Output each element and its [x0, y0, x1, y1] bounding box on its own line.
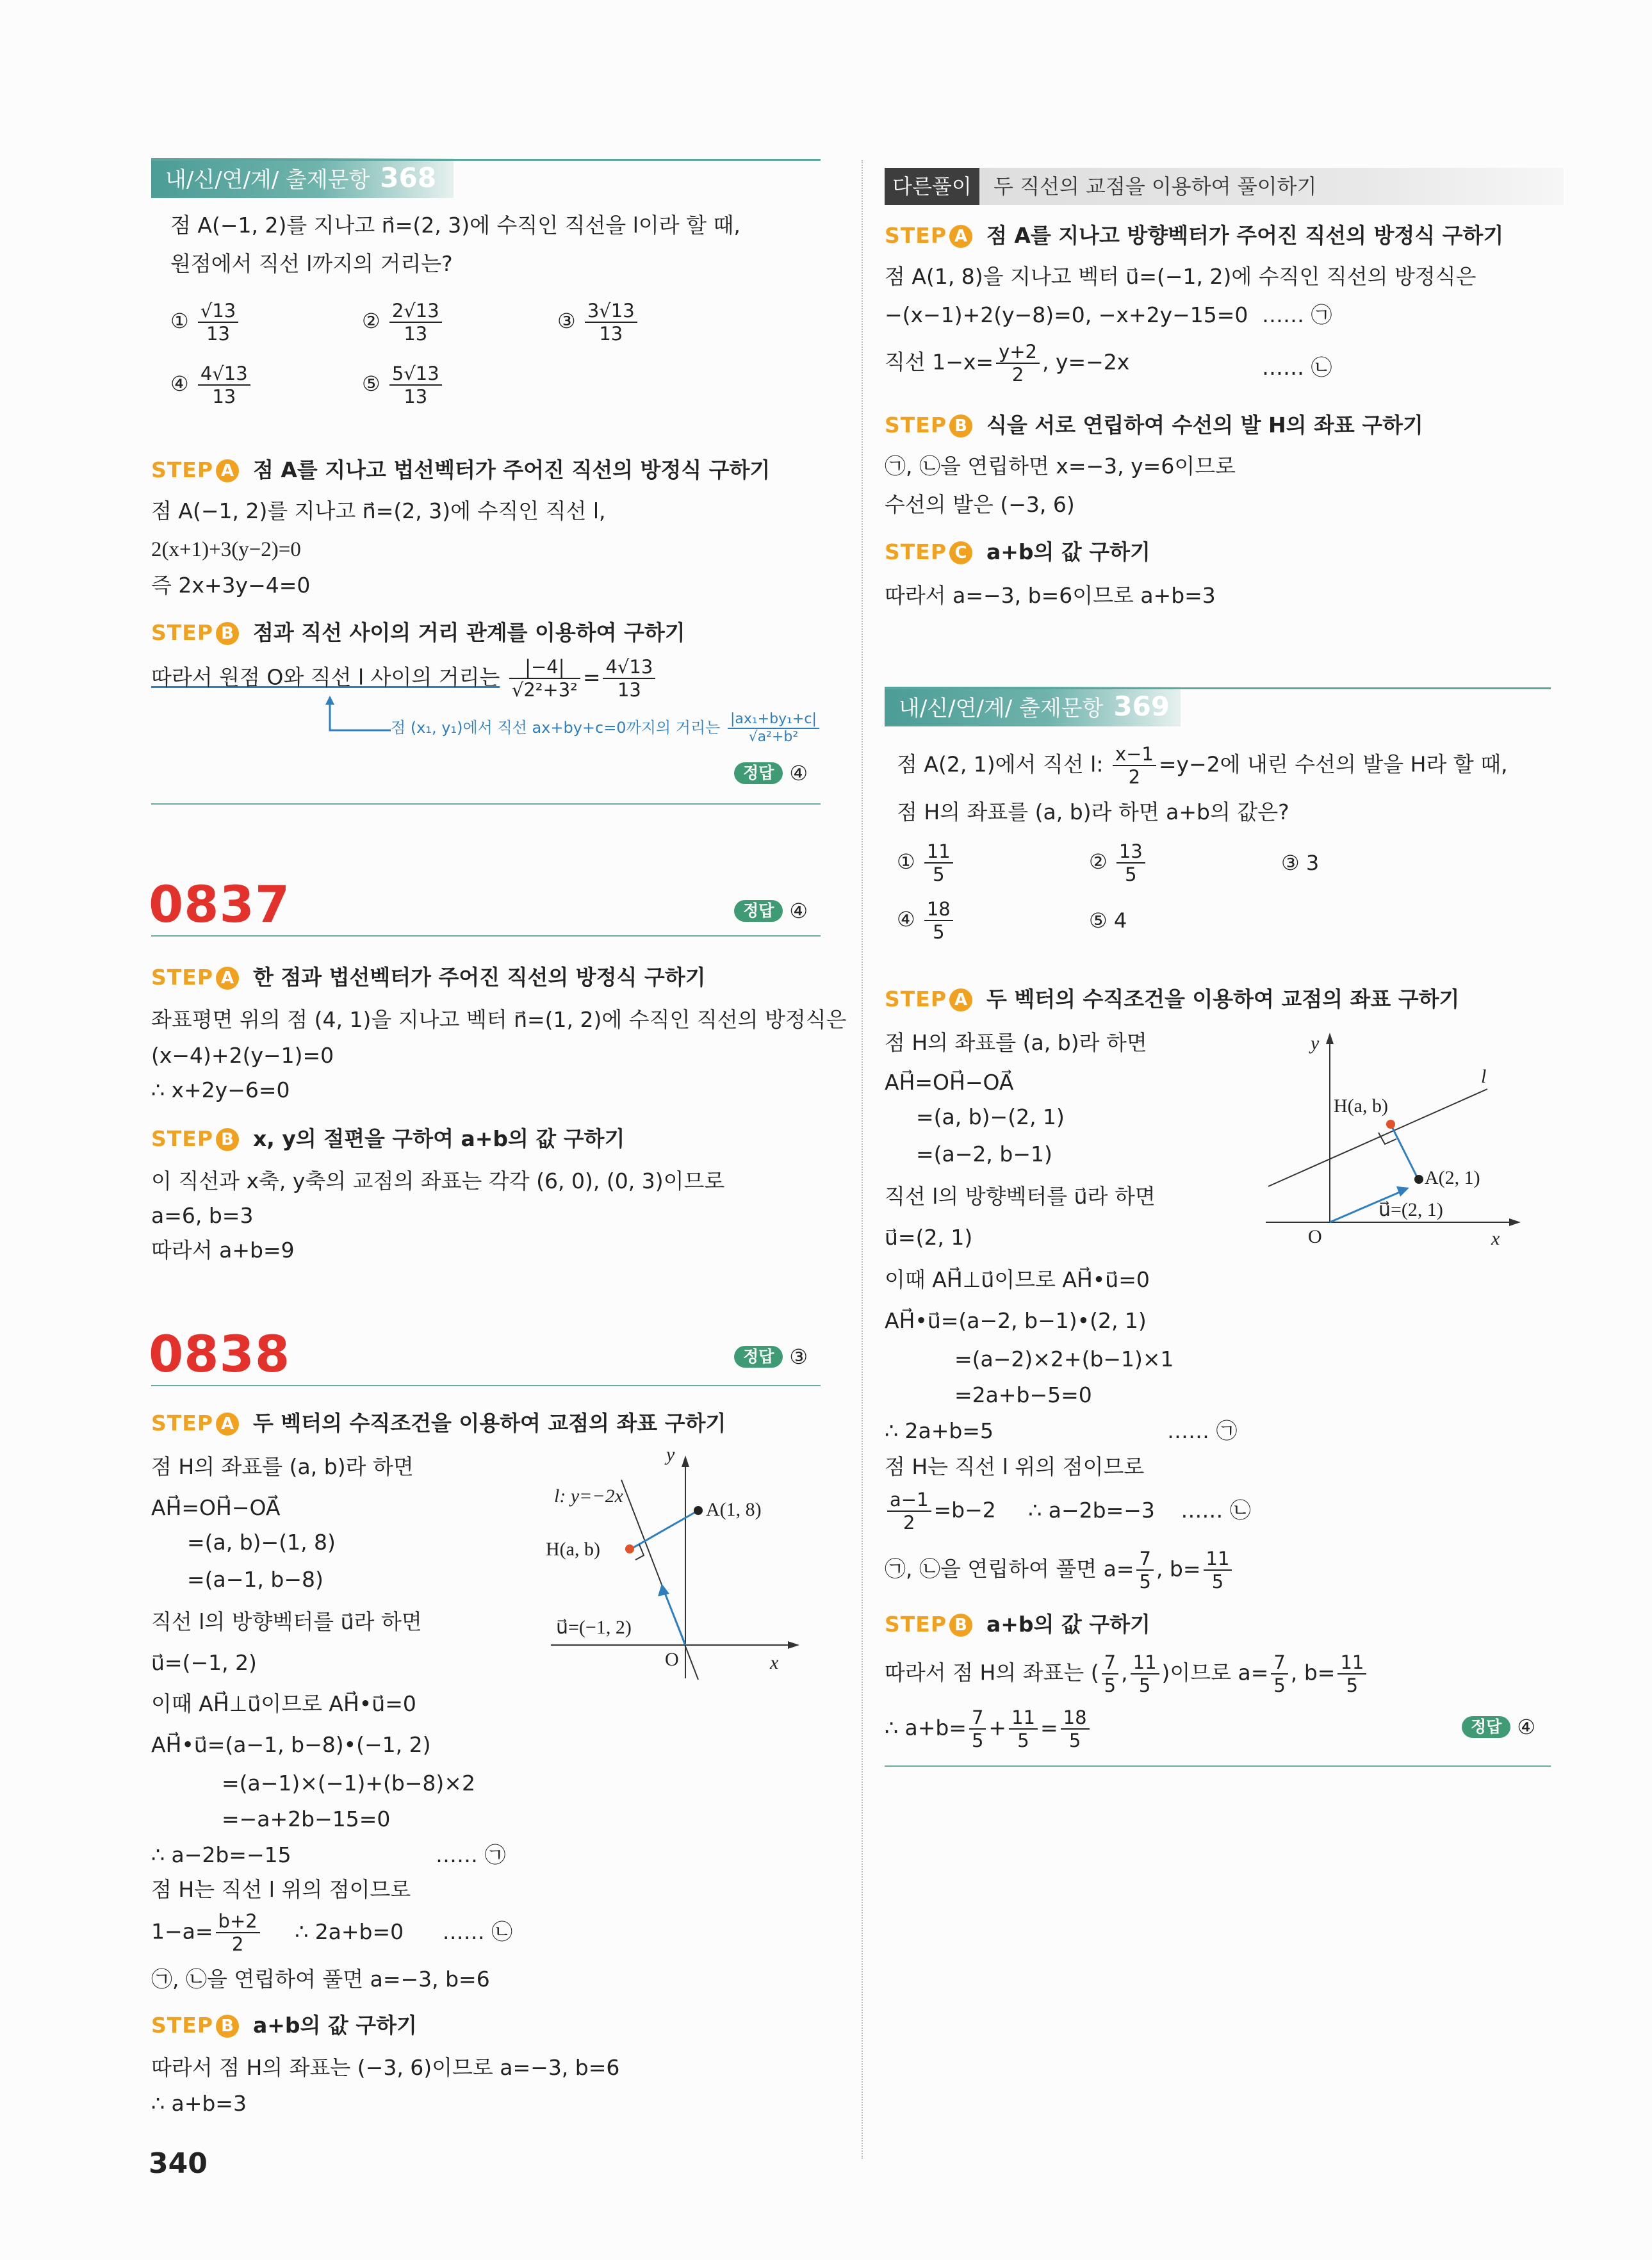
- solution-line: 따라서 점 H의 좌표는 ( $\frac{7}{5}$ , $\frac{11}{5}$ )이므로 a= $\frac{7}{5}$ , b= $\frac{11}{5}$: [885, 1651, 1369, 1696]
- choice-2: ② $\frac{13}{5}$: [1089, 840, 1148, 885]
- solution-line: ∴ a−2b=−15: [151, 1842, 291, 1867]
- solution-line: =(a, b)−(1, 8): [187, 1530, 336, 1555]
- solution-line: AH⃗=OH⃗−OA⃗: [151, 1495, 281, 1520]
- banner-number: 369: [1113, 691, 1170, 722]
- step-b-heading: STEP B a+b의 값 구하기: [151, 2013, 417, 2038]
- distance-line: 따라서 원점 O와 직선 l 사이의 거리는 $\frac{|-4|}{\text{√2²+3²}}$ = $\frac{4√13}{13}$: [151, 656, 658, 701]
- solution-line: 따라서 점 H의 좌표는 (−3, 6)이므로 a=−3, b=6: [151, 2055, 620, 2080]
- solution-line: 이 직선과 x축, y축의 교점의 좌표는 각각 (6, 0), (0, 3)이므로: [151, 1168, 725, 1193]
- solution-line: a=6, b=3: [151, 1203, 254, 1228]
- line-l-label: l: [1481, 1066, 1487, 1087]
- step-c-heading: STEP C a+b의 값 구하기: [885, 539, 1150, 564]
- solution-line: ∴ x+2y−6=0: [151, 1077, 290, 1102]
- solution-line: 따라서 a+b=9: [151, 1238, 295, 1263]
- choice-4: ④ $\frac{4√13}{13}$: [170, 363, 253, 407]
- solution-line: ∴ a+b= $\frac{7}{5}$ + $\frac{11}{5}$ = $\frac{18}{5}$: [885, 1707, 1092, 1751]
- solution-line: 좌표평면 위의 점 (4, 1)을 지나고 벡터 n⃗=(1, 2)에 수직인 직선의 방정식은: [151, 1007, 847, 1032]
- point-a: [1414, 1175, 1423, 1184]
- fraction-equation: $\frac{a-1}{2}$ =b−2 ∴ a−2b=−3 …… ㉡: [885, 1489, 1251, 1534]
- axis-y-label: y: [666, 1444, 675, 1465]
- step-b-heading: STEP B 점과 직선 사이의 거리 관계를 이용하여 구하기: [151, 620, 685, 645]
- equation-tag-1: …… ㉠: [1167, 1418, 1238, 1443]
- solution-line: 점 H의 좌표를 (a, b)라 하면: [151, 1454, 414, 1479]
- solution-line: ∴ a+b=3: [151, 2091, 247, 2116]
- solution-line: 2(x+1)+3(y−2)=0: [151, 538, 301, 561]
- solution-line: 수선의 발은 (−3, 6): [885, 492, 1075, 517]
- origin-label: O: [1308, 1226, 1322, 1247]
- solution-line: 점 H의 좌표를 (a, b)라 하면: [885, 1030, 1147, 1055]
- answer-369: 정답 ④: [1462, 1714, 1535, 1740]
- banner-number: 368: [380, 162, 437, 193]
- answer-0837: 정답 ④: [734, 898, 808, 924]
- choice-3: ③ 3: [1281, 851, 1320, 875]
- solution-line: 이때 AH⃗⊥u⃗이므로 AH⃗•u⃗=0: [151, 1691, 416, 1716]
- equation-tag-1: …… ㉠: [436, 1842, 506, 1867]
- solution-line: AH⃗=OH⃗−OA⃗: [885, 1070, 1014, 1095]
- banner-rule: [885, 687, 1551, 689]
- section-divider: [151, 803, 821, 805]
- line-l-label: l: y=−2x: [554, 1486, 623, 1507]
- choice-3: ③ $\frac{3√13}{13}$: [557, 300, 640, 345]
- choice-1: ① $\frac{√13}{13}$: [170, 300, 241, 345]
- answer-0838: 정답 ③: [734, 1344, 808, 1370]
- solution-line: 점 A(1, 8)을 지나고 벡터 u⃗=(−1, 2)에 수직인 직선의 방정식은: [885, 264, 1476, 289]
- choice-1: ① $\frac{11}{5}$: [897, 840, 956, 885]
- perpendicular-segment: [1391, 1124, 1418, 1179]
- equation-tag-2: …… ㉡: [442, 1919, 513, 1944]
- question-line-2: 원점에서 직선 l까지의 거리는?: [170, 251, 453, 276]
- distance-formula-note: 점 (x₁, y₁)에서 직선 ax+by+c=0까지의 거리는 $\frac{\text{|ax₁+by₁+c|}}{\text{√a²+b²}}$: [391, 711, 822, 746]
- solution-line: 점 H는 직선 l 위의 점이므로: [151, 1877, 411, 1902]
- line-l: [621, 1480, 698, 1680]
- solution-line: ㉠, ㉡을 연립하여 풀면 a= $\frac{7}{5}$ , b= $\frac{11}{5}$: [885, 1548, 1234, 1593]
- solution-line: ∴ 2a+b=5: [885, 1418, 994, 1443]
- choice-5: ⑤ 4: [1089, 908, 1127, 933]
- solution-line: 직선 l의 방향벡터를 u⃗라 하면: [151, 1609, 422, 1634]
- solution-line: −(x−1)+2(y−8)=0, −x+2y−15=0: [885, 302, 1248, 327]
- axis-x-label: x: [770, 1652, 779, 1673]
- question-line-1: 점 A(2, 1)에서 직선 l: $\frac{x-1}{2}$ =y−2에 내린 수선의 발을 H라 할 때,: [897, 743, 1508, 788]
- section-divider: [885, 1765, 1551, 1767]
- fraction-equation: 1−a= $\frac{b+2}{2}$ ∴ 2a+b=0 …… ㉡: [151, 1910, 513, 1955]
- heading-rule: [151, 935, 821, 937]
- solution-line: =(a−2)×2+(b−1)×1: [954, 1347, 1174, 1372]
- graph-369: [1259, 1030, 1528, 1248]
- choice-fraction: $\frac{4√13}{13}$: [198, 363, 250, 407]
- step-b-heading: STEP B x, y의 절편을 구하여 a+b의 값 구하기: [151, 1126, 625, 1151]
- banner-369: [885, 687, 1181, 726]
- step-b-heading: STEP B 식을 서로 연립하여 수선의 발 H의 좌표 구하기: [885, 413, 1423, 438]
- solution-line: 이때 AH⃗⊥u⃗이므로 AH⃗•u⃗=0: [885, 1267, 1150, 1292]
- banner-368: [151, 158, 454, 198]
- equation-tag-2: …… ㉡: [1262, 355, 1332, 380]
- solution-line: 따라서 a=−3, b=6이므로 a+b=3: [885, 583, 1216, 608]
- point-a: [694, 1506, 703, 1515]
- solution-line: =(a−1, b−8): [187, 1567, 323, 1592]
- heading-rule: [151, 1385, 821, 1386]
- solution-line: AH⃗•u⃗=(a−1, b−8)•(−1, 2): [151, 1732, 431, 1757]
- solution-line: =−a+2b−15=0: [222, 1806, 391, 1831]
- solution-line: 점 H는 직선 l 위의 점이므로: [885, 1454, 1145, 1479]
- point-a-label: A(1, 8): [706, 1499, 762, 1520]
- solution-line: ㉠, ㉡을 연립하면 x=−3, y=6이므로: [885, 454, 1236, 479]
- graph-0838: [538, 1441, 807, 1685]
- point-h: [625, 1544, 634, 1553]
- solution-line: =(a−1)×(−1)+(b−8)×2: [222, 1771, 475, 1796]
- alt-solution-title: 두 직선의 교점을 이용하여 풀이하기: [994, 174, 1317, 199]
- point-h-label: H(a, b): [1334, 1095, 1388, 1117]
- step-a-heading: STEP A 두 벡터의 수직조건을 이용하여 교점의 좌표 구하기: [151, 1411, 726, 1436]
- choice-4: ④ $\frac{18}{5}$: [897, 898, 956, 943]
- right-angle-mark: [1378, 1133, 1396, 1144]
- vector-u-label: u⃗=(2, 1): [1378, 1199, 1443, 1220]
- choice-fraction: $\frac{3√13}{13}$: [585, 300, 637, 345]
- direction-vector: [664, 1590, 685, 1645]
- axis-y-label: y: [1311, 1033, 1320, 1054]
- banner-prefix: 내/신/연/계/ 출제문항: [899, 696, 1104, 721]
- problem-number-0837: 0837: [149, 876, 291, 934]
- equation-tag-2: …… ㉡: [1181, 1497, 1251, 1523]
- solution-line: =(a−2, b−1): [916, 1142, 1052, 1167]
- choice-fraction: $\frac{5√13}{13}$: [389, 363, 442, 407]
- point-a-label: A(2, 1): [1425, 1167, 1480, 1188]
- equation-tag-1: …… ㉠: [1262, 302, 1332, 327]
- point-h: [1386, 1120, 1395, 1129]
- problem-number-0838: 0838: [149, 1326, 291, 1384]
- page-number: 340: [149, 2147, 208, 2180]
- choice-fraction: $\frac{√13}{13}$: [198, 300, 238, 345]
- note-connector: [320, 696, 397, 734]
- vector-u-label: u⃗=(−1, 2): [556, 1617, 632, 1638]
- choice-2: ② $\frac{2√13}{13}$: [362, 300, 445, 345]
- question-line-2: 점 H의 좌표를 (a, b)라 하면 a+b의 값은?: [897, 799, 1289, 824]
- step-b-heading: STEP B a+b의 값 구하기: [885, 1612, 1150, 1637]
- solution-line: 즉 2x+3y−4=0: [151, 573, 311, 598]
- origin-label: O: [665, 1649, 679, 1670]
- axis-x-label: x: [1491, 1228, 1500, 1248]
- solution-line: u⃗=(−1, 2): [151, 1650, 257, 1675]
- solution-line: ㉠, ㉡을 연립하여 풀면 a=−3, b=6: [151, 1967, 490, 1992]
- step-a-heading: STEP A 점 A를 지나고 방향벡터가 주어진 직선의 방정식 구하기: [885, 223, 1504, 248]
- solution-line: 직선 l의 방향벡터를 u⃗라 하면: [885, 1184, 1156, 1209]
- choice-fraction: $\frac{2√13}{13}$: [389, 300, 442, 345]
- question-line-1: 점 A(−1, 2)를 지나고 n⃗=(2, 3)에 수직인 직선을 l이라 할 때,: [170, 213, 740, 238]
- solution-line: u⃗=(2, 1): [885, 1225, 973, 1250]
- solution-line: AH⃗•u⃗=(a−2, b−1)•(2, 1): [885, 1308, 1147, 1333]
- step-a-heading: STEP A 한 점과 법선벡터가 주어진 직선의 방정식 구하기: [151, 965, 706, 990]
- solution-line: =2a+b−5=0: [954, 1382, 1092, 1407]
- solution-line: =(a, b)−(2, 1): [916, 1104, 1065, 1129]
- solution-line: 점 A(−1, 2)를 지나고 n⃗=(2, 3)에 수직인 직선 l,: [151, 498, 606, 523]
- step-a-heading: STEP A 점 A를 지나고 법선벡터가 주어진 직선의 방정식 구하기: [151, 457, 771, 482]
- alt-solution-label: 다른풀이: [885, 168, 979, 205]
- point-h-label: H(a, b): [546, 1539, 600, 1560]
- fraction-equation: 직선 1−x= $\frac{y+2}{2}$ , y=−2x: [885, 341, 1130, 386]
- choice-5: ⑤ $\frac{5√13}{13}$: [362, 363, 445, 407]
- column-divider: [862, 160, 863, 2159]
- alt-solution-banner: [885, 168, 1564, 205]
- banner-prefix: 내/신/연/계/ 출제문항: [165, 167, 370, 193]
- solution-line: (x−4)+2(y−1)=0: [151, 1043, 334, 1068]
- answer-368: 정답 ④: [734, 760, 808, 786]
- step-a-heading: STEP A 두 벡터의 수직조건을 이용하여 교점의 좌표 구하기: [885, 987, 1460, 1011]
- banner-rule: [151, 159, 821, 161]
